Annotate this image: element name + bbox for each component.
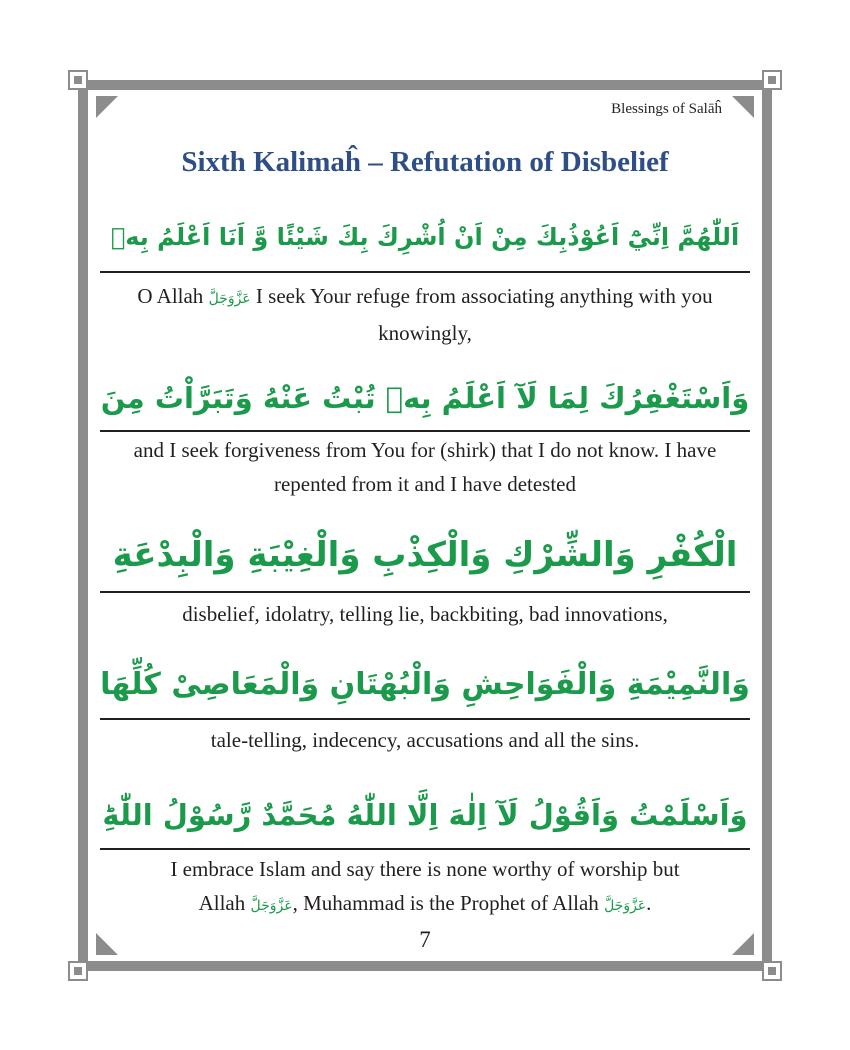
frame-corner-top-left	[68, 70, 88, 90]
honorific-azza-wa-jal: عَزَّوَجَلَّ	[604, 898, 647, 914]
frame-right-bar	[762, 80, 772, 971]
arabic-verse-5: وَاَسْلَمْتُ وَاَقُوْلُ لَآ اِلٰهَ اِلَّا اللّٰهُ مُحَمَّدٌ رَّسُوْلُ اللّٰهِؕ	[102, 798, 748, 832]
arabic-verse-4: وَالنَّمِيْمَةِ وَالْفَوَاحِشِ وَالْبُهْتَانِ وَالْمَعَاصِىْ كُلِّهَا	[100, 667, 750, 702]
honorific-azza-wa-jal: عَزَّوَجَلَّ	[250, 898, 293, 914]
corner-triangle-icon	[96, 96, 118, 118]
translation-2: and I seek forgiveness from You for (shirk) that I do not know. I have repented from it and I have detested	[133, 438, 717, 496]
frame-corner-bottom-left	[68, 961, 88, 981]
page-number: 7	[419, 927, 431, 952]
frame-corner-bottom-right	[762, 961, 782, 981]
translation-5-middle: , Muhammad is the Prophet of Allah	[292, 891, 599, 915]
translation-5-line-2	[100, 886, 750, 923]
divider-rule	[100, 271, 750, 273]
translation-5	[100, 852, 750, 923]
translation-1	[100, 279, 750, 350]
arabic-verse-3: الْكُفْرِ وَالشِّرْكِ وَالْكِذْبِ وَالْغِيْبَةِ وَالْبِدْعَةِ	[112, 535, 738, 575]
page-title: Sixth Kalimaĥ – Refutation of Disbelief	[181, 146, 669, 178]
translation-5-period: .	[646, 891, 652, 915]
frame-top-bar	[78, 80, 772, 90]
translation-1-start: O Allah	[137, 284, 204, 308]
frame-corner-top-right	[762, 70, 782, 90]
honorific-azza-wa-jal: عَزَّوَجَلَّ	[208, 291, 251, 307]
translation-4: tale-telling, indecency, accusations and all the sins.	[210, 728, 640, 752]
divider-rule	[100, 718, 750, 720]
divider-rule	[100, 430, 750, 432]
running-header: Blessings of Salāĥ	[611, 101, 722, 117]
translation-5-line-1: I embrace Islam and say there is none worthy of worship but	[170, 857, 680, 881]
divider-rule	[100, 591, 750, 593]
arabic-verse-2: وَاَسْتَغْفِرُكَ لِمَا لَآ اَعْلَمُ بِهٖ تُبْتُ عَنْهُ وَتَبَرَّاْتُ مِنَ	[100, 381, 750, 415]
frame-left-bar	[78, 80, 88, 971]
translation-5-allah: Allah	[198, 891, 246, 915]
divider-rule	[100, 848, 750, 850]
corner-triangle-icon	[732, 96, 754, 118]
translation-3: disbelief, idolatry, telling lie, backbiting, bad innovations,	[182, 602, 668, 626]
frame-bottom-bar	[78, 961, 772, 971]
translation-1-end: I seek Your refuge from associating anything with you knowingly,	[255, 284, 713, 345]
arabic-verse-1: اَللّٰهُمَّ اِنِّيْٓ اَعُوْذُبِكَ مِنْ اَنْ اُشْرِكَ بِكَ شَيْئًا وَّ اَنَا اَعْلَمُ بِهٖ	[110, 223, 740, 251]
